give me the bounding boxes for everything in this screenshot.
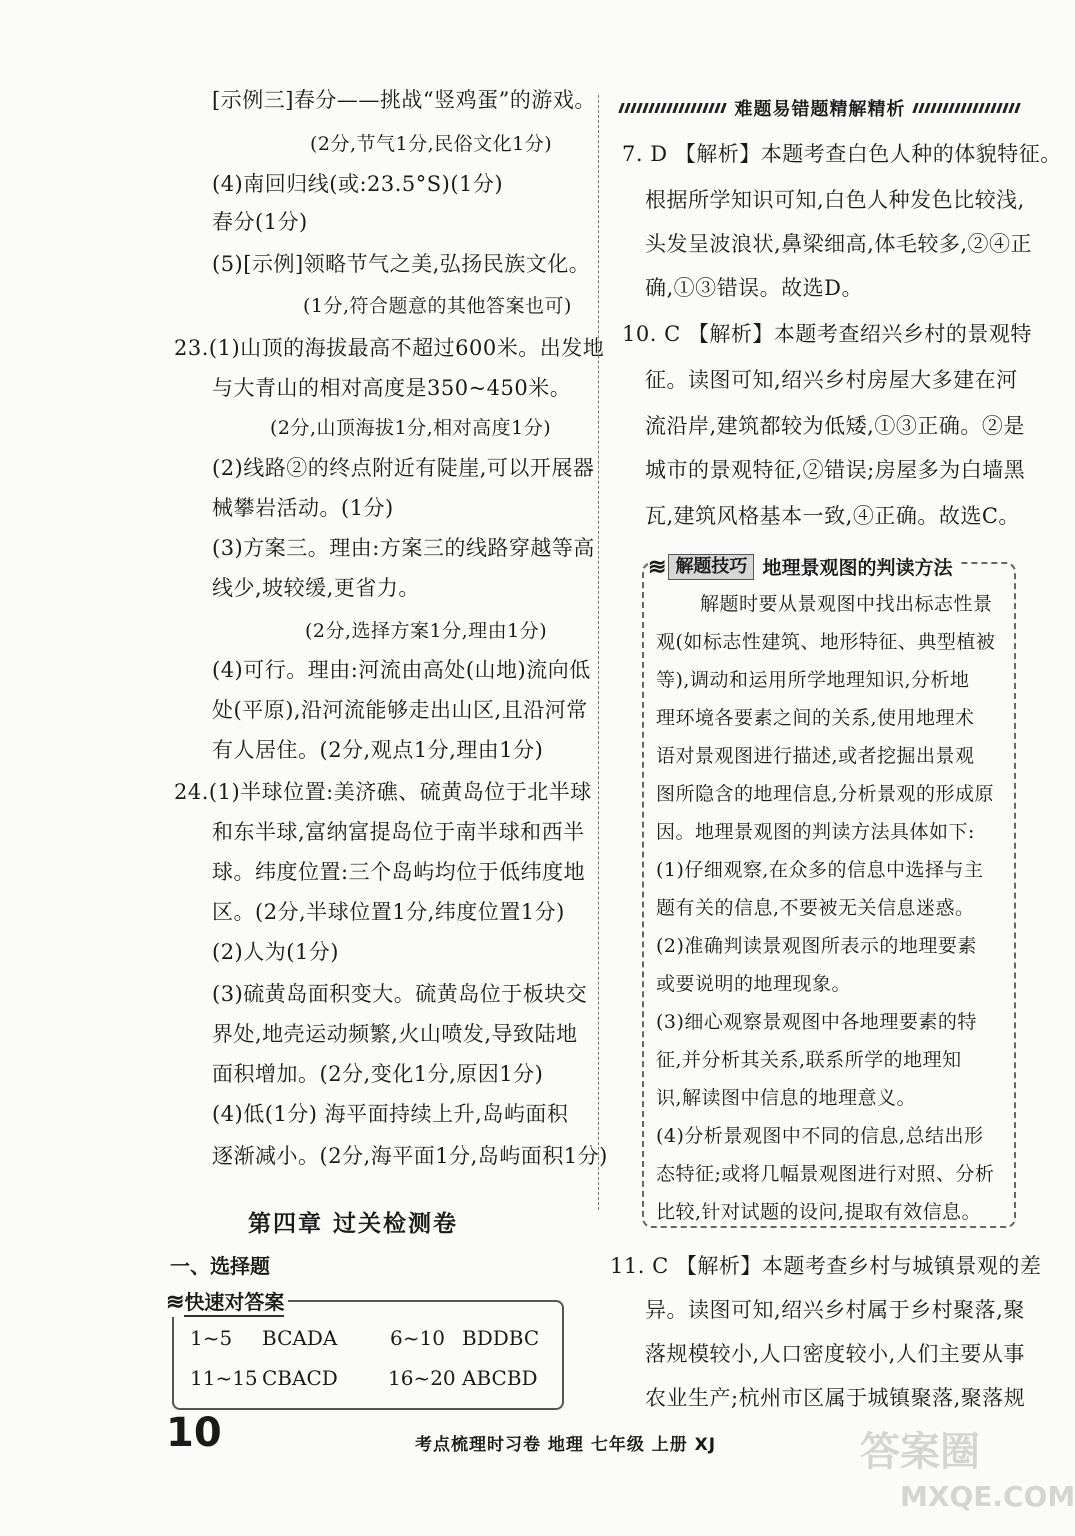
text-line: (3)方案三。理由:方案三的线路穿越等高 [212,536,595,560]
answer-value: ABCBD [462,1366,538,1390]
text-line: 球。纬度位置:三个岛屿均位于低纬度地 [212,860,586,884]
text-line: 征。读图可知,绍兴乡村房屋大多建在河 [645,368,1018,392]
text-line: 春分(1分) [212,210,308,234]
tip-label: 解题技巧 [668,554,754,580]
text-line: 城市的景观特征,②错误;房屋多为白墙黑 [645,458,1026,482]
answer-range: 16~20 [388,1366,456,1390]
answer-range: 1~5 [190,1326,233,1350]
text-line: 根据所学知识可知,白色人种发色比较浅, [645,188,1025,212]
tip-tag [648,553,958,580]
header-decoration [912,103,1022,113]
question-10: 10. C 【解析】本题考查绍兴乡村的景观特 [622,322,1032,346]
text-line: 面积增加。(2分,变化1分,原因1分) [212,1062,544,1086]
tip-line: 解题时要从景观图中找出标志性景 [700,593,993,615]
tip-line: 征,并分析其关系,联系所学的地理知 [656,1049,962,1071]
tip-line: 题有关的信息,不要被无关信息迷惑。 [656,897,975,919]
tip-line: 态特征;或将几幅景观图进行对照、分析 [656,1163,995,1185]
question-24: 24.(1)半球位置:美济礁、硫黄岛位于北半球 [174,780,592,804]
tip-line: 识,解读图中信息的地理意义。 [656,1087,917,1109]
right-header-title: 难题易错题精解精析 [734,99,906,120]
page-number: 10 [166,1410,222,1456]
section-title: 一、选择题 [170,1254,270,1278]
text-line: (4)南回归线(或:23.5°S)(1分) [212,172,504,196]
tip-line: 观(如标志性建筑、地形特征、典型植被 [656,631,996,653]
question-11: 11. C 【解析】本题考查乡村与城镇景观的差 [610,1254,1042,1278]
text-line: 线少,坡较缓,更省力。 [212,576,420,600]
text-line: 异。读图可知,绍兴乡村属于乡村聚落,聚 [645,1298,1025,1322]
text-line: (1分,符合题意的其他答案也可) [303,295,572,317]
text-line: 落规模较小,人口密度较小,人们主要从事 [645,1342,1025,1366]
text-line: 瓦,建筑风格基本一致,④正确。故选C。 [645,504,1020,528]
text-line: (5)[示例]领略节气之美,弘扬民族文化。 [212,252,591,276]
text-line: (4)可行。理由:河流由高处(山地)流向低 [212,658,591,682]
tip-line: (3)细心观察景观图中各地理要素的特 [656,1011,977,1033]
answer-value: CBACD [262,1366,338,1390]
wave-icon: ≋ [166,1288,185,1315]
tip-line: 等),调动和运用所学地理知识,分析地 [656,669,970,691]
question-23: 23.(1)山顶的海拔最高不超过600米。出发地 [174,336,605,360]
text-line: 处(平原),沿河流能够走出山区,且沿河常 [212,698,588,722]
text-line: (4)低(1分) 海平面持续上升,岛屿面积 [212,1102,569,1126]
text-line: 确,①③错误。故选D。 [645,276,864,300]
answer-range: 11~15 [190,1366,258,1390]
tip-line: 理环境各要素之间的关系,使用地理术 [656,707,975,729]
text-line: (2分,节气1分,民俗文化1分) [310,133,553,155]
watermark-site: MXQE.COM [900,1480,1075,1513]
text-line: 和东半球,富纳富提岛位于南半球和西半 [212,820,585,844]
text-line: 农业生产;杭州市区属于城镇聚落,聚落规 [645,1386,1026,1410]
text-line: 界处,地壳运动频繁,火山喷发,导致陆地 [212,1022,578,1046]
text-line: 流沿岸,建筑都较为低矮,①③正确。②是 [645,414,1025,438]
question-7: 7. D 【解析】本题考查白色人种的体貌特征。 [622,142,1062,166]
column-divider [598,95,599,1210]
text-line: (2)人为(1分) [212,940,339,964]
tip-line: (4)分析景观图中不同的信息,总结出形 [656,1125,984,1147]
text-line: 头发呈波浪状,鼻梁细高,体毛较多,②④正 [645,232,1033,256]
tip-title: 地理景观图的判读方法 [762,557,953,579]
text-line: (3)硫黄岛面积变大。硫黄岛位于板块交 [212,982,588,1006]
text-line: (2)线路②的终点附近有陡崖,可以开展器 [212,456,595,480]
tip-line: 因。地理景观图的判读方法具体如下: [656,821,975,843]
answer-value: BCADA [262,1326,338,1350]
footer-text: 考点梳理时习卷 地理 七年级 上册 XJ [415,1435,717,1455]
text-line: 与大青山的相对高度是350~450米。 [212,376,572,400]
tip-line: (2)准确判读景观图所表示的地理要素 [656,935,977,957]
watermark-logo: 答案圈 [860,1429,980,1475]
text-line: (2分,选择方案1分,理由1分) [305,620,548,642]
text-line: 区。(2分,半球位置1分,纬度位置1分) [212,900,565,924]
tip-line: 图所隐含的地理信息,分析景观的形成原 [656,783,995,805]
quick-answer-tag [166,1286,288,1317]
right-header [620,96,1020,120]
answer-range: 6~10 [390,1326,445,1350]
tip-line: 或要说明的地理现象。 [656,973,852,995]
text-line: 械攀岩活动。(1分) [212,496,394,520]
text-line: 有人居住。(2分,观点1分,理由1分) [212,738,544,762]
chapter-title: 第四章 过关检测卷 [248,1211,459,1237]
answer-value: BDDBC [462,1326,540,1350]
text-line: 逐渐减小。(2分,海平面1分,岛屿面积1分) [212,1144,608,1168]
header-decoration [618,103,728,113]
quick-answer-label: 快速对答案 [184,1286,284,1317]
tip-line: 语对景观图进行描述,或者挖掘出景观 [656,745,975,767]
tip-line: 比较,针对试题的设问,提取有效信息。 [656,1201,982,1223]
text-line: (2分,山顶海拔1分,相对高度1分) [270,417,552,439]
wave-icon: ≋ [648,553,667,580]
tip-line: (1)仔细观察,在众多的信息中选择与主 [656,859,984,881]
text-line: [示例三]春分——挑战“竖鸡蛋”的游戏。 [212,88,596,112]
